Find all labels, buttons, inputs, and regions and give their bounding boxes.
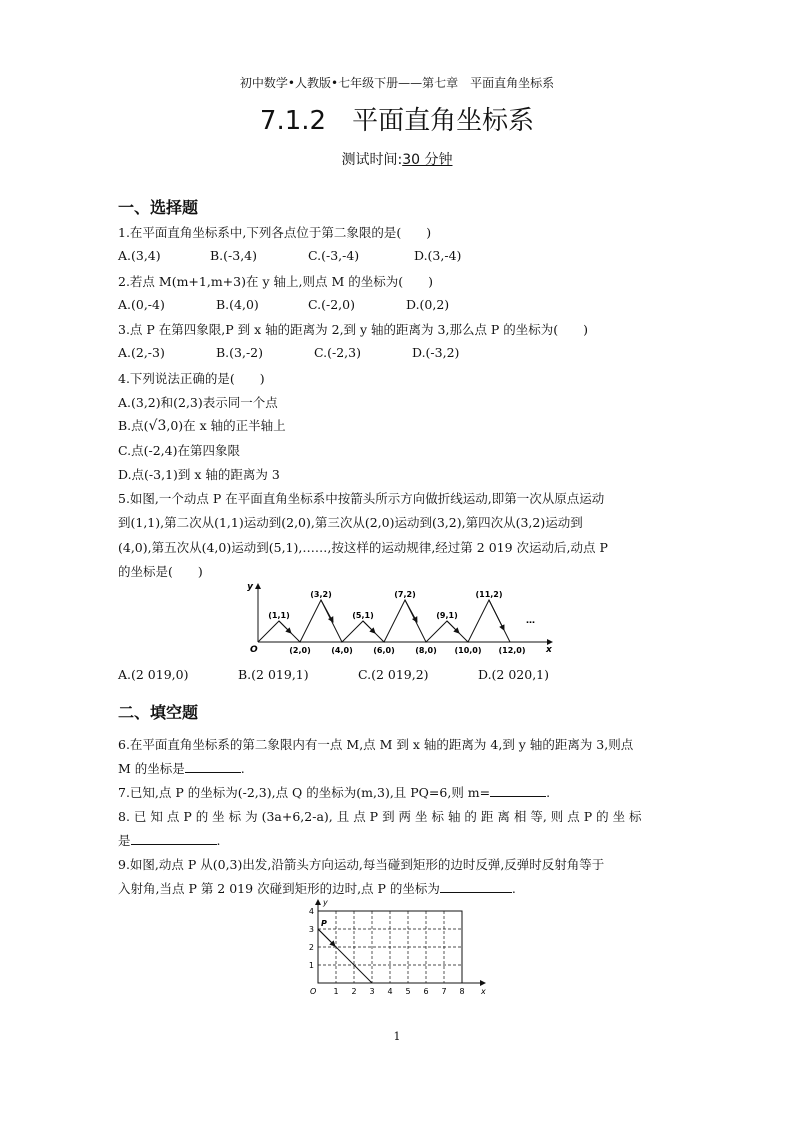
q5-peak-label: (7,2) — [394, 590, 416, 599]
q5-arrow — [405, 600, 417, 622]
q5-base-label: (10,0) — [454, 646, 482, 655]
q8-line-2-pre: 是 — [118, 833, 131, 848]
q1-option-a: A.(3,4) — [118, 248, 161, 263]
q4-option-b-pre: B.点( — [118, 418, 149, 433]
q2-option-a: A.(0,-4) — [118, 297, 165, 312]
q9-origin-label: O — [310, 987, 317, 996]
q5-base-label: (12,0) — [498, 646, 526, 655]
q6-line-2-pre: M 的坐标是 — [118, 761, 185, 776]
q9-line-2-pre: 入射角,当点 P 第 2 019 次碰到矩形的边时,点 P 的坐标为 — [118, 881, 440, 896]
q2-options — [118, 297, 718, 315]
q5-arrow — [279, 621, 291, 633]
q5-line-4: 的坐标是( ) — [118, 564, 203, 579]
q4-option-b — [118, 416, 286, 434]
q3-option-a: A.(2,-3) — [118, 345, 165, 360]
q5-option-d: D.(2 020,1) — [478, 667, 550, 682]
q5-base-label: (6,0) — [373, 646, 395, 655]
q5-line-1: 5.如图,一个动点 P 在平面直角坐标系中按箭头所示方向做折线运动,即第一次从原点运动 — [118, 491, 605, 506]
q9-x-tick: 5 — [405, 987, 411, 996]
q9-x-tick: 2 — [351, 987, 357, 996]
q9-line-2 — [118, 879, 516, 897]
q9-x-label: x — [481, 987, 486, 996]
q1-option-c: C.(-3,-4) — [308, 248, 360, 263]
q5-base-label: (4,0) — [331, 646, 353, 655]
q5-peak-label: (9,1) — [436, 611, 458, 620]
q5-peak-label: (1,1) — [268, 611, 290, 620]
q5-zigzag-figure — [240, 578, 560, 660]
q5-option-b: B.(2 019,1) — [238, 667, 309, 682]
q8-line-2 — [118, 831, 221, 849]
q5-origin-label: O — [250, 645, 258, 655]
q5-base-label: (2,0) — [289, 646, 311, 655]
q6-line-2 — [118, 759, 245, 777]
q4-option-a: A.(3,2)和(2,3)表示同一个点 — [118, 395, 278, 410]
q1-option-d: D.(3,-4) — [414, 248, 462, 263]
q9-arrow — [318, 929, 335, 946]
q5-ellipsis: … — [526, 616, 535, 626]
answer-blank[interactable] — [490, 784, 546, 797]
q7-line — [118, 783, 550, 801]
q5-arrow — [447, 621, 459, 633]
page-number: 1 — [393, 1030, 401, 1043]
q3-stem: 3.点 P 在第四象限,P 到 x 轴的距离为 2,到 y 轴的距离为 3,那么点 P 的坐标为( ) — [118, 322, 589, 337]
answer-blank[interactable] — [440, 880, 512, 893]
q5-options — [118, 667, 718, 685]
q5-peak-label: (5,1) — [352, 611, 374, 620]
q4-option-c: C.点(-2,4)在第四象限 — [118, 443, 240, 458]
page-title: 7.1.2 平面直角坐标系 — [259, 106, 535, 136]
q1-stem: 1.在平面直角坐标系中,下列各点位于第二象限的是( ) — [118, 225, 432, 240]
q9-line-1: 9.如图,动点 P 从(0,3)出发,沿箭头方向运动,每当碰到矩形的边时反弹,反弹时反射角等于 — [118, 857, 605, 872]
q9-y-label: y — [323, 898, 328, 907]
q8-line-2-post: . — [216, 833, 221, 848]
q5-path — [258, 600, 510, 642]
q6-line-2-post: . — [240, 761, 245, 776]
q5-line-3: (4,0),第五次从(4,0)运动到(5,1),……,按这样的运动规律,经过第 2 019 次运动后,动点 P — [118, 540, 608, 555]
q5-arrow — [363, 621, 375, 633]
q4-stem: 4.下列说法正确的是( ) — [118, 371, 265, 386]
q9-x-tick: 3 — [369, 987, 375, 996]
test-time-value: 30 分钟 — [402, 152, 453, 168]
q9-x-tick: 8 — [459, 987, 465, 996]
q5-arrow — [321, 600, 333, 622]
q9-x-tick: 7 — [441, 987, 447, 996]
q5-peak-label: (11,2) — [475, 590, 503, 599]
q3-options — [118, 345, 718, 363]
q3-option-d: D.(-3,2) — [412, 345, 460, 360]
q9-grid — [318, 911, 462, 983]
answer-blank[interactable] — [185, 760, 241, 773]
q5-y-label: y — [247, 582, 253, 592]
q1-option-b: B.(-3,4) — [210, 248, 258, 263]
q4-option-d: D.点(-3,1)到 x 轴的距离为 3 — [118, 467, 280, 482]
q9-x-tick: 1 — [333, 987, 339, 996]
page-header: 初中数学•人教版•七年级下册——第七章 平面直角坐标系 — [239, 76, 555, 90]
q2-stem: 2.若点 M(m+1,m+3)在 y 轴上,则点 M 的坐标为( ) — [118, 274, 433, 289]
q9-y-tick: 1 — [308, 961, 314, 970]
q2-option-d: D.(0,2) — [406, 297, 450, 312]
q7-pre: 7.已知,点 P 的坐标为(-2,3),点 Q 的坐标为(m,3),且 PQ=6,则 m= — [118, 785, 491, 800]
q7-post: . — [546, 785, 551, 800]
q9-point-label: P — [321, 919, 327, 928]
q9-y-tick: 4 — [308, 907, 314, 916]
answer-blank[interactable] — [131, 832, 217, 845]
sqrt3: √3 — [148, 418, 167, 434]
q9-rectangle-figure — [305, 897, 495, 1001]
q5-arrow — [489, 600, 504, 630]
q5-option-c: C.(2 019,2) — [358, 667, 429, 682]
q8-line-1: 8. 已 知 点 P 的 坐 标 为 (3a+6,2-a), 且 点 P 到 两 坐 标 轴 的 距 离 相 等, 则 点 P 的 坐 标 — [118, 809, 642, 824]
test-time-label: 测试时间: — [341, 152, 403, 168]
q6-line-1: 6.在平面直角坐标系的第二象限内有一点 M,点 M 到 x 轴的距离为 4,到 y 轴的距离为 3,则点 — [118, 737, 634, 752]
q5-peak-label: (3,2) — [310, 590, 332, 599]
q9-x-tick: 6 — [423, 987, 429, 996]
q2-option-c: C.(-2,0) — [308, 297, 355, 312]
q3-option-b: B.(3,-2) — [216, 345, 264, 360]
q1-options — [118, 248, 718, 266]
q5-line-2: 到(1,1),第二次从(1,1)运动到(2,0),第三次从(2,0)运动到(3,2),第四次从(3,2)运动到 — [118, 515, 583, 530]
test-time — [0, 149, 794, 169]
q2-option-b: B.(4,0) — [216, 297, 259, 312]
q3-option-c: C.(-2,3) — [314, 345, 361, 360]
q9-line-2-post: . — [511, 881, 516, 896]
section-fill-heading: 二、填空题 — [118, 703, 199, 722]
q9-x-tick: 4 — [387, 987, 393, 996]
section-choice-heading: 一、选择题 — [118, 198, 199, 217]
q5-option-a: A.(2 019,0) — [118, 667, 189, 682]
q5-base-label: (8,0) — [415, 646, 437, 655]
q5-x-label: x — [546, 645, 552, 655]
q9-y-tick: 3 — [308, 925, 314, 934]
q4-option-b-post: ,0)在 x 轴的正半轴上 — [166, 418, 286, 433]
q9-y-tick: 2 — [308, 943, 314, 952]
